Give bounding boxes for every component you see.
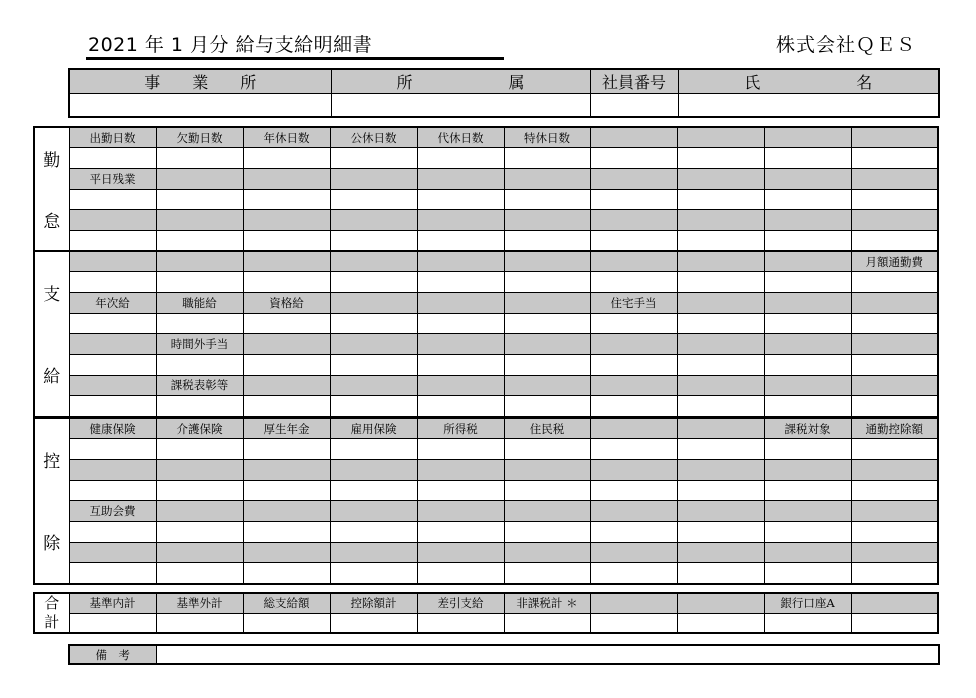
kojo-value-cell[interactable] [851,563,938,584]
kojo-value-cell[interactable] [504,439,590,460]
kojo-value-cell[interactable] [851,542,938,563]
kojo-value-cell[interactable] [764,459,851,480]
employee-name-value[interactable] [678,94,939,117]
shikyu-item-label [851,375,938,396]
kintai-item-label [851,127,938,148]
shikyu-item-label [330,292,417,313]
shikyu-item-label [851,334,938,355]
company-name: 株式会社ＱＥＳ [776,34,917,56]
kintai-item-label [417,168,504,189]
kojo-value-cell[interactable] [764,542,851,563]
kojo-value-cell[interactable] [69,542,156,563]
kintai-value-cell[interactable] [590,148,677,169]
total-item-label: 差引支給 [417,593,504,613]
total-value-cell[interactable] [69,613,156,633]
attendance-section [33,126,939,252]
shikyu-item-label: 年次給 [69,292,156,313]
shikyu-row [34,313,938,334]
department-value[interactable] [331,94,590,117]
kojo-value-cell[interactable] [764,480,851,501]
kojo-value-cell[interactable] [156,542,243,563]
total-side-label [34,593,69,633]
shikyu-item-label: 時間外手当 [156,334,243,355]
total-side-label-char: 計 [44,613,60,631]
kintai-value-cell[interactable] [677,148,764,169]
kintai-item-label [764,168,851,189]
total-item-label: 銀行口座A [764,593,851,613]
kintai-item-label: 欠勤日数 [156,127,243,148]
kojo-value-cell[interactable] [590,563,677,584]
kintai-value-cell[interactable] [590,210,677,231]
shikyu-value-cell[interactable] [417,313,504,334]
kintai-row [34,230,938,251]
kojo-value-cell[interactable] [764,563,851,584]
kintai-value-cell[interactable] [417,210,504,231]
total-item-label: 非課税計 ＊ [504,593,590,613]
kintai-value-cell[interactable] [69,230,156,251]
kintai-value-cell[interactable] [156,148,243,169]
kojo-value-cell[interactable] [677,459,764,480]
kintai-value-cell[interactable] [851,230,938,251]
kintai-item-label [330,168,417,189]
kintai-value-cell[interactable] [590,189,677,210]
kojo-value-cell[interactable] [417,480,504,501]
employee-number-value[interactable] [590,94,678,117]
shikyu-value-cell[interactable] [156,313,243,334]
kojo-value-cell[interactable] [156,439,243,460]
kojo-value-cell[interactable] [69,459,156,480]
department-header: 所 属 [331,69,590,94]
kintai-row [34,148,938,169]
shikyu-value-cell[interactable] [156,272,243,293]
kojo-value-cell[interactable] [504,542,590,563]
kojo-value-cell[interactable] [156,563,243,584]
shikyu-item-label [69,251,156,272]
kintai-value-cell[interactable] [590,230,677,251]
shikyu-value-cell[interactable] [330,396,417,417]
shikyu-value-cell[interactable] [504,313,590,334]
kintai-row [34,168,938,189]
kintai-item-label [677,168,764,189]
shikyu-value-cell[interactable] [590,354,677,375]
shikyu-item-label [764,251,851,272]
kojo-item-label: 健康保険 [69,418,156,439]
shikyu-value-cell[interactable] [764,313,851,334]
shikyu-value-cell[interactable] [243,354,330,375]
shikyu-item-label [69,375,156,396]
kintai-item-label [851,168,938,189]
kojo-value-cell[interactable] [504,480,590,501]
shikyu-item-label [504,334,590,355]
kojo-row [34,542,938,563]
kojo-value-cell[interactable] [677,521,764,542]
kojo-item-label [764,501,851,522]
kintai-item-label [156,168,243,189]
shikyu-item-label: 資格給 [243,292,330,313]
kojo-value-cell[interactable] [590,521,677,542]
kintai-value-cell[interactable] [851,148,938,169]
kintai-value-cell[interactable] [243,148,330,169]
kojo-item-label [243,501,330,522]
kojo-item-label: 厚生年金 [243,418,330,439]
office-header: 事 業 所 [69,69,331,94]
kojo-value-cell[interactable] [851,459,938,480]
kintai-value-cell[interactable] [243,230,330,251]
shikyu-value-cell[interactable] [330,272,417,293]
kojo-value-cell[interactable] [590,542,677,563]
shikyu-value-cell[interactable] [69,354,156,375]
shikyu-item-label: 職能給 [156,292,243,313]
shikyu-row [34,272,938,293]
kintai-item-label [243,168,330,189]
kojo-value-cell[interactable] [764,439,851,460]
shikyu-item-label [677,375,764,396]
kojo-item-label: 互助会費 [69,501,156,522]
kojo-value-cell[interactable] [243,563,330,584]
kojo-item-label: 課税対象 [764,418,851,439]
shikyu-item-label [417,334,504,355]
shikyu-row [34,251,938,272]
kintai-value-cell[interactable] [156,210,243,231]
kojo-value-cell[interactable] [504,563,590,584]
kojo-item-label [677,418,764,439]
shikyu-value-cell[interactable] [504,354,590,375]
shikyu-item-label: 月額通勤費 [851,251,938,272]
shikyu-item-label [677,251,764,272]
kintai-item-label [764,127,851,148]
total-value-cell[interactable] [330,613,417,633]
kojo-row [34,480,938,501]
kintai-value-cell[interactable] [243,210,330,231]
shikyu-value-cell[interactable] [590,313,677,334]
header-label-row [69,69,939,94]
kojo-value-cell[interactable] [156,521,243,542]
remarks-label: 備 考 [69,645,156,664]
kojo-value-cell[interactable] [417,459,504,480]
shikyu-value-cell[interactable] [764,272,851,293]
kojo-value-cell[interactable] [504,459,590,480]
kojo-item-label: 通勤控除額 [851,418,938,439]
kintai-item-label: 代休日数 [417,127,504,148]
employee-header-table [68,68,940,118]
statement-title: 2021 年 1 月分 給与支給明細書 [88,34,373,56]
shikyu-item-label [243,375,330,396]
shikyu-value-cell[interactable] [69,313,156,334]
kojo-value-cell[interactable] [330,439,417,460]
shikyu-value-cell[interactable] [69,272,156,293]
kojo-side-label-char: 除 [43,534,61,555]
shikyu-item-label [764,334,851,355]
shikyu-item-label [677,292,764,313]
kintai-value-cell[interactable] [504,148,590,169]
kintai-value-cell[interactable] [764,189,851,210]
kintai-row [34,210,938,231]
kojo-value-cell[interactable] [243,439,330,460]
kojo-row [34,563,938,584]
total-item-label: 基準内計 [69,593,156,613]
remarks-table [68,644,940,665]
kintai-item-label [677,127,764,148]
kojo-value-cell[interactable] [417,563,504,584]
kintai-value-cell[interactable] [330,230,417,251]
shikyu-value-cell[interactable] [851,272,938,293]
office-value[interactable] [69,94,331,117]
kojo-side-label-char: 控 [43,452,61,473]
shikyu-item-label [504,292,590,313]
kintai-value-cell[interactable] [677,230,764,251]
kintai-side-label-char: 怠 [43,212,61,233]
shikyu-item-label [417,292,504,313]
shikyu-item-label: 住宅手当 [590,292,677,313]
kojo-value-cell[interactable] [69,563,156,584]
shikyu-value-cell[interactable] [504,272,590,293]
employee-name-header: 氏 名 [678,69,939,94]
shikyu-side-label-char: 給 [43,367,61,388]
kojo-row [34,501,938,522]
kintai-value-cell[interactable] [504,230,590,251]
shikyu-value-cell[interactable] [851,313,938,334]
kojo-value-cell[interactable] [590,459,677,480]
shikyu-item-label [417,251,504,272]
kintai-value-cell[interactable] [764,148,851,169]
shikyu-item-label [764,292,851,313]
kintai-value-cell[interactable] [243,189,330,210]
shikyu-value-cell[interactable] [417,396,504,417]
kojo-value-cell[interactable] [590,439,677,460]
header-value-row [69,94,939,117]
kintai-item-label: 公休日数 [330,127,417,148]
total-value-cell[interactable] [851,613,938,633]
kojo-item-label [677,501,764,522]
kojo-row [34,439,938,460]
shikyu-item-label [417,375,504,396]
total-item-label [590,593,677,613]
kojo-item-label: 所得税 [417,418,504,439]
shikyu-value-cell[interactable] [590,272,677,293]
total-value-cell[interactable] [677,613,764,633]
shikyu-value-cell[interactable] [156,396,243,417]
kintai-side-label [34,127,69,251]
kojo-value-cell[interactable] [417,542,504,563]
kojo-row [34,459,938,480]
total-value-cell[interactable] [156,613,243,633]
shikyu-row [34,334,938,355]
kintai-item-label: 平日残業 [69,168,156,189]
shikyu-item-label [330,375,417,396]
shikyu-item-label [504,375,590,396]
shikyu-value-cell[interactable] [417,354,504,375]
kintai-value-cell[interactable] [764,230,851,251]
kojo-value-cell[interactable] [243,521,330,542]
shikyu-value-cell[interactable] [243,313,330,334]
kintai-value-cell[interactable] [69,210,156,231]
shikyu-item-label [764,375,851,396]
kojo-item-label [851,501,938,522]
kojo-value-cell[interactable] [417,439,504,460]
shikyu-row [34,354,938,375]
kojo-item-label: 住民税 [504,418,590,439]
total-item-label [677,593,764,613]
shikyu-item-label: 課税表彰等 [156,375,243,396]
kintai-value-cell[interactable] [330,148,417,169]
shikyu-row [34,396,938,417]
kojo-value-cell[interactable] [156,459,243,480]
shikyu-side-label-char: 支 [43,285,61,306]
total-value-cell[interactable] [764,613,851,633]
kojo-value-cell[interactable] [69,439,156,460]
shikyu-side-label [34,251,69,417]
deduction-section [33,417,939,585]
title-underline [86,57,504,60]
kintai-value-cell[interactable] [504,189,590,210]
kojo-side-label [34,418,69,584]
kojo-value-cell[interactable] [417,521,504,542]
shikyu-value-cell[interactable] [243,272,330,293]
shikyu-value-cell[interactable] [851,354,938,375]
shikyu-item-label [243,251,330,272]
shikyu-value-cell[interactable] [590,396,677,417]
kintai-value-cell[interactable] [504,210,590,231]
shikyu-item-label [851,292,938,313]
shikyu-value-cell[interactable] [764,354,851,375]
kintai-side-label-char: 勤 [43,151,61,172]
kintai-value-cell[interactable] [417,230,504,251]
kojo-value-cell[interactable] [851,521,938,542]
kintai-value-cell[interactable] [156,230,243,251]
total-value-cell[interactable] [590,613,677,633]
kojo-value-cell[interactable] [504,521,590,542]
kojo-value-cell[interactable] [677,480,764,501]
kintai-value-cell[interactable] [417,189,504,210]
kintai-value-cell[interactable] [156,189,243,210]
kojo-value-cell[interactable] [69,521,156,542]
kojo-value-cell[interactable] [330,459,417,480]
kintai-value-cell[interactable] [69,189,156,210]
remarks-value[interactable] [156,645,939,664]
shikyu-item-label [330,251,417,272]
kojo-value-cell[interactable] [851,439,938,460]
kojo-item-label [330,501,417,522]
shikyu-value-cell[interactable] [851,396,938,417]
shikyu-row [34,292,938,313]
shikyu-value-cell[interactable] [330,313,417,334]
kintai-value-cell[interactable] [330,210,417,231]
kintai-item-label [590,127,677,148]
kintai-value-cell[interactable] [677,189,764,210]
shikyu-value-cell[interactable] [156,354,243,375]
kojo-item-label [590,418,677,439]
total-item-label [851,593,938,613]
shikyu-value-cell[interactable] [764,396,851,417]
kojo-value-cell[interactable] [156,480,243,501]
shikyu-value-cell[interactable] [504,396,590,417]
kojo-item-label [156,501,243,522]
payment-section [33,250,939,418]
kojo-value-cell[interactable] [677,542,764,563]
total-value-cell[interactable] [243,613,330,633]
employee-number-header: 社員番号 [590,69,678,94]
kojo-value-cell[interactable] [243,542,330,563]
kintai-value-cell[interactable] [851,210,938,231]
shikyu-row [34,375,938,396]
kojo-item-label [590,501,677,522]
kojo-value-cell[interactable] [330,521,417,542]
shikyu-value-cell[interactable] [677,354,764,375]
shikyu-value-cell[interactable] [69,396,156,417]
kojo-value-cell[interactable] [677,439,764,460]
shikyu-item-label [590,375,677,396]
kintai-item-label: 特休日数 [504,127,590,148]
kojo-row [34,521,938,542]
kintai-value-cell[interactable] [330,189,417,210]
kojo-value-cell[interactable] [243,480,330,501]
shikyu-value-cell[interactable] [243,396,330,417]
kojo-value-cell[interactable] [330,480,417,501]
kojo-value-cell[interactable] [590,480,677,501]
kojo-item-label [504,501,590,522]
kintai-value-cell[interactable] [764,210,851,231]
shikyu-item-label [590,251,677,272]
total-item-label: 基準外計 [156,593,243,613]
total-value-cell[interactable] [504,613,590,633]
kintai-value-cell[interactable] [69,148,156,169]
kintai-value-cell[interactable] [417,148,504,169]
kintai-row [34,127,938,148]
shikyu-value-cell[interactable] [677,313,764,334]
kintai-item-label [504,168,590,189]
shikyu-value-cell[interactable] [417,272,504,293]
kojo-value-cell[interactable] [69,480,156,501]
shikyu-item-label [156,251,243,272]
shikyu-item-label [590,334,677,355]
kojo-item-label: 介護保険 [156,418,243,439]
kintai-value-cell[interactable] [677,210,764,231]
kojo-value-cell[interactable] [330,563,417,584]
shikyu-item-label [330,334,417,355]
shikyu-item-label [677,334,764,355]
total-side-label-char: 合 [44,594,60,612]
kintai-item-label: 年休日数 [243,127,330,148]
kojo-value-cell[interactable] [330,542,417,563]
total-value-cell[interactable] [417,613,504,633]
shikyu-value-cell[interactable] [330,354,417,375]
kintai-item-label [590,168,677,189]
shikyu-value-cell[interactable] [677,272,764,293]
total-row [34,613,938,633]
shikyu-item-label [243,334,330,355]
kintai-row [34,189,938,210]
shikyu-value-cell[interactable] [677,396,764,417]
total-row [34,593,938,613]
kojo-value-cell[interactable] [851,480,938,501]
kojo-row [34,418,938,439]
total-section [33,592,939,634]
kojo-value-cell[interactable] [764,521,851,542]
shikyu-item-label [504,251,590,272]
total-item-label: 控除額計 [330,593,417,613]
kojo-value-cell[interactable] [243,459,330,480]
kojo-value-cell[interactable] [677,563,764,584]
shikyu-item-label [69,334,156,355]
kojo-item-label: 雇用保険 [330,418,417,439]
total-item-label: 総支給額 [243,593,330,613]
kintai-item-label: 出勤日数 [69,127,156,148]
kintai-value-cell[interactable] [851,189,938,210]
kojo-item-label [417,501,504,522]
